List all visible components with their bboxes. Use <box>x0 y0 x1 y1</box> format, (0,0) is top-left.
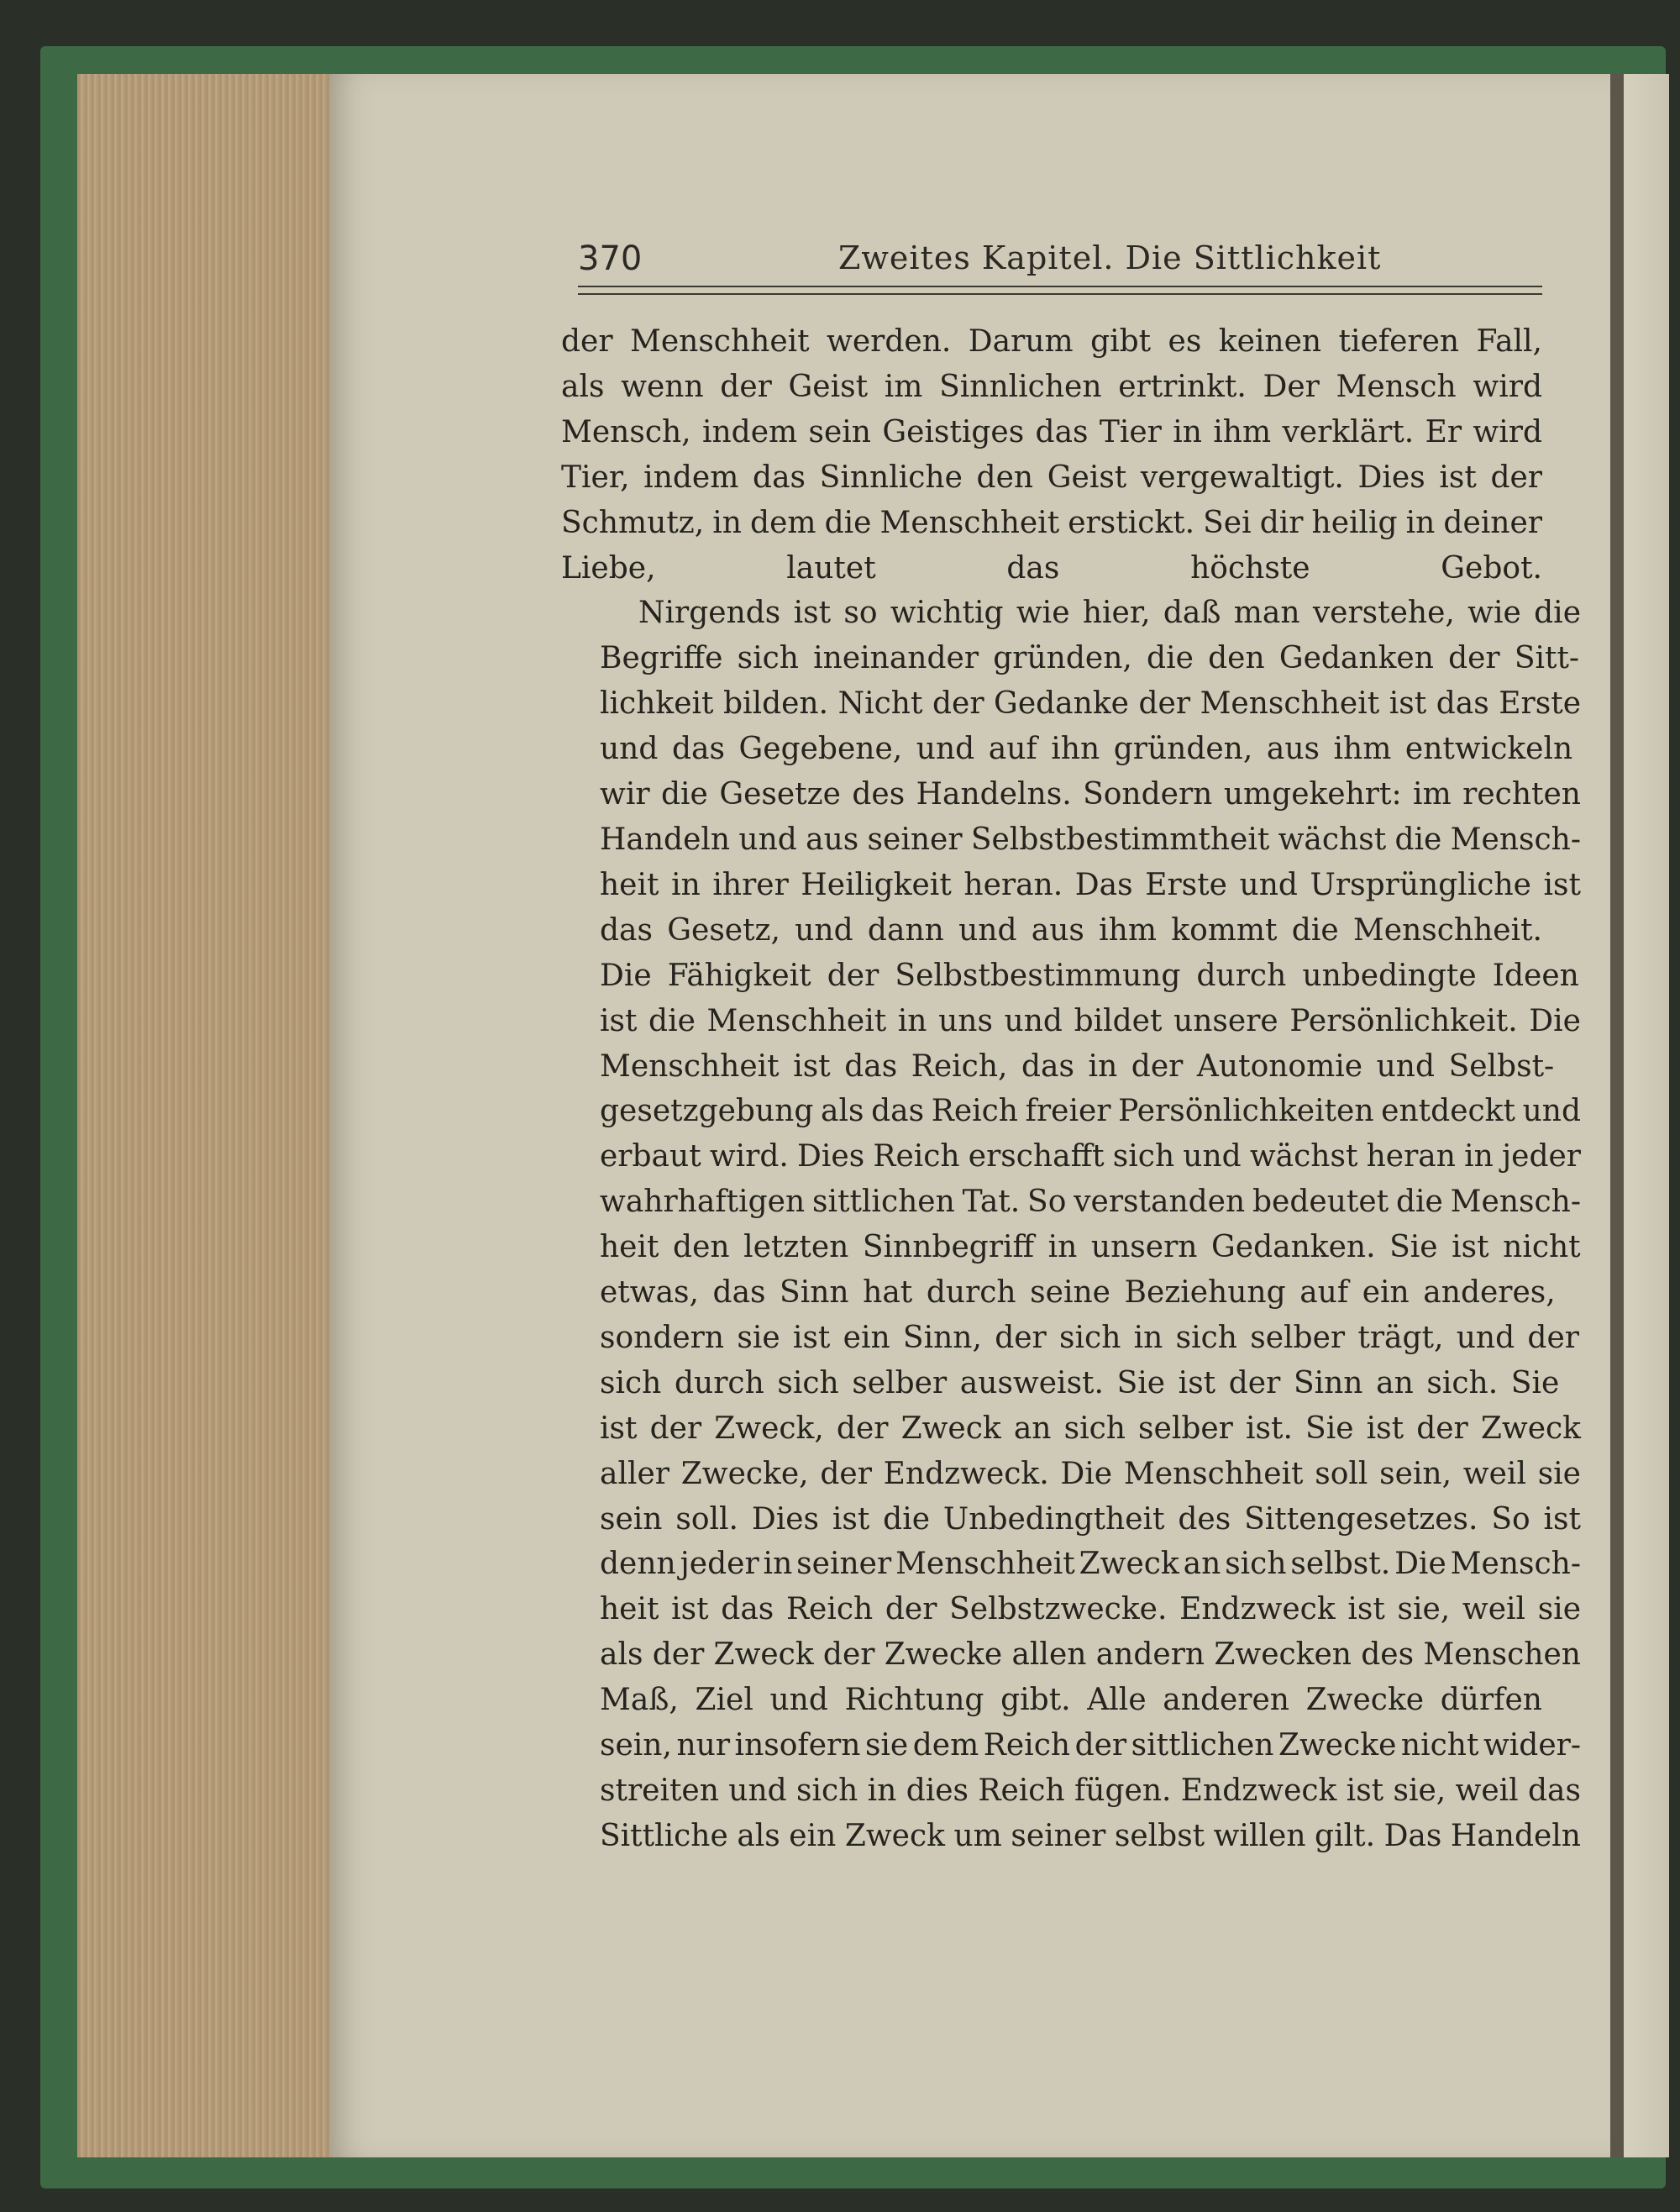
page-number: 370 <box>578 239 643 278</box>
text-line: Begriffe sich ineinander gründen, die den Gedanken der Sitt- <box>600 641 1580 676</box>
text-line: Mensch, indem sein Geistiges das Tier in ihm verklärt. Er wird <box>561 414 1542 449</box>
text-line: Schmutz, in dem die Menschheit erstickt. Sei dir heilig in deiner <box>561 505 1542 540</box>
text-line: Maß, Ziel und Richtung gibt. Alle anderen Zwecke dürfen <box>600 1683 1542 1718</box>
text-line: sein, nur insofern sie dem Reich der sittlichen Zwecke nicht wider- <box>600 1728 1581 1763</box>
text-line: Die Fähigkeit der Selbstbestimmung durch unbedingte Ideen <box>600 958 1579 993</box>
text-line: Liebe, lautet das höchste Gebot. <box>561 550 1542 586</box>
paragraph-1 <box>561 319 1542 591</box>
text-line: sich durch sich selber ausweist. Sie ist der Sinn an sich. Sie <box>600 1365 1560 1400</box>
text-line: wir die Gesetze des Handelns. Sondern umgekehrt: im rechten <box>600 777 1581 812</box>
text-line: der Menschheit werden. Darum gibt es keinen tieferen Fall, <box>561 324 1542 359</box>
text-line: das Gesetz, und dann und aus ihm kommt die Menschheit. <box>600 912 1542 948</box>
text-line: etwas, das Sinn hat durch seine Beziehung auf ein anderes, <box>600 1275 1556 1311</box>
text-line: Nirgends ist so wichtig wie hier, daß man verstehe, wie die <box>638 596 1581 631</box>
text-line: Menschheit ist das Reich, das in der Autonomie und Selbst- <box>600 1048 1555 1084</box>
text-line: wahrhaftigen sittlichen Tat. So verstanden bedeutet die Mensch- <box>600 1185 1581 1220</box>
text-line: und das Gegebene, und auf ihn gründen, aus ihm entwickeln <box>600 732 1573 767</box>
text-line: heit den letzten Sinnbegriff in unsern Gedanken. Sie ist nicht <box>600 1230 1581 1265</box>
text-line: sondern sie ist ein Sinn, der sich in sich selber trägt, und der <box>600 1320 1579 1355</box>
paragraph-2 <box>561 591 1581 1858</box>
body-text <box>561 319 1581 1859</box>
text-line: ist der Zweck, der Zweck an sich selber ist. Sie ist der Zweck <box>600 1411 1581 1446</box>
text-line: Tier, indem das Sinnliche den Geist vergewaltigt. Dies ist der <box>561 460 1542 495</box>
text-line: aller Zwecke, der Endzweck. Die Menschheit soll sein, weil sie <box>600 1456 1581 1491</box>
text-line: Handeln und aus seiner Selbstbestimmtheit wächst die Mensch- <box>600 822 1581 857</box>
text-line: sein soll. Dies ist die Unbedingtheit des Sittengesetzes. So ist <box>600 1501 1581 1537</box>
text-line: heit in ihrer Heiligkeit heran. Das Erste und Ursprüngliche ist <box>600 867 1581 902</box>
text-line: als wenn der Geist im Sinnlichen ertrinkt. Der Mensch wird <box>561 369 1542 404</box>
running-head: Zweites Kapitel. Die Sittlichkeit <box>838 239 1382 276</box>
page-header <box>578 239 1542 283</box>
text-line: streiten und sich in dies Reich fügen. Endzweck ist sie, weil das <box>600 1773 1581 1808</box>
gutter-shadow <box>1610 74 1624 2157</box>
text-line: erbaut wird. Dies Reich erschafft sich und wächst heran in jeder <box>600 1139 1581 1174</box>
text-line: als der Zweck der Zwecke allen andern Zwecken des Menschen <box>600 1637 1581 1673</box>
text-line: heit ist das Reich der Selbstzwecke. Endzweck ist sie, weil sie <box>600 1592 1581 1627</box>
text-line: Sittliche als ein Zweck um seiner selbst willen gilt. Das Handeln <box>600 1818 1581 1853</box>
text-line: ist die Menschheit in uns und bildet unsere Persönlichkeit. Die <box>600 1003 1581 1038</box>
header-rule <box>578 286 1542 295</box>
text-line: gesetzgebung als das Reich freier Persönlichkeiten entdeckt und <box>600 1094 1581 1129</box>
text-line: denn jeder in seiner Menschheit Zweck an sich selbst. Die Mensch- <box>600 1547 1581 1582</box>
page-edges <box>77 74 329 2157</box>
text-line: lichkeit bilden. Nicht der Gedanke der Menschheit ist das Erste <box>600 686 1581 722</box>
